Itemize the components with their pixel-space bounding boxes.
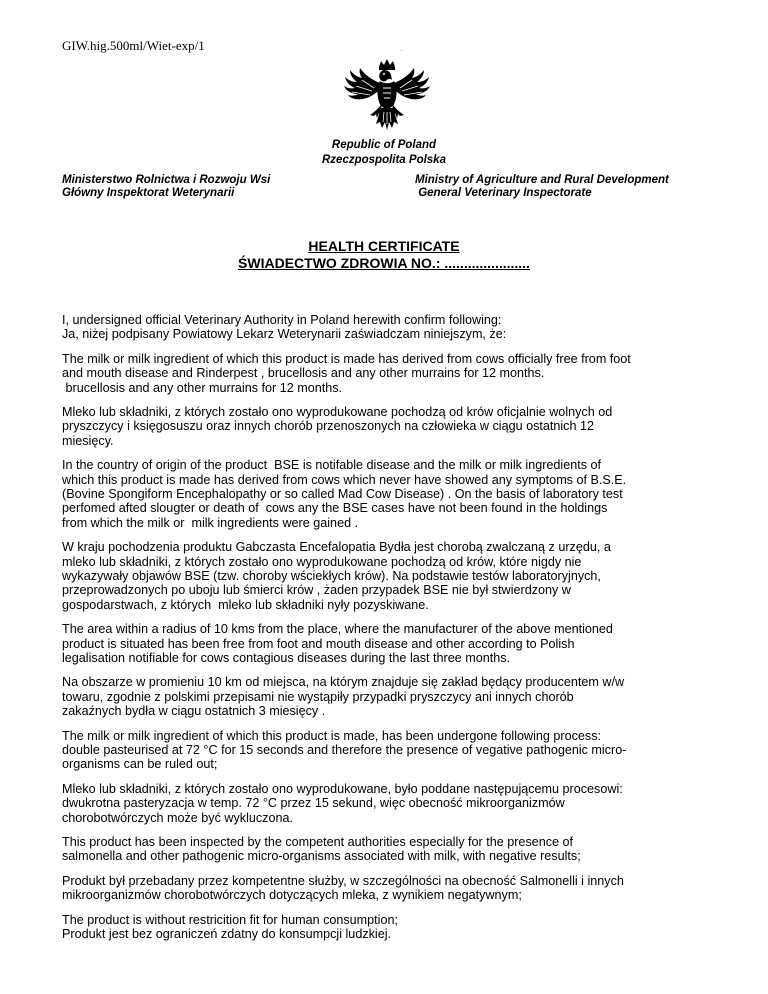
text-line: towaru, zgodnie z polskimi przepisami nie wystąpiły przypadki pryszczycy ani innych chorób [62,689,574,704]
polish-eagle-emblem-icon [340,58,434,138]
paragraph-fitness [62,913,722,942]
text-line: and mouth disease and Rinderpest , brucellosis and any other murrains for 12 months. [62,366,545,381]
text-line: organisms can be ruled out; [62,757,218,772]
text-line: pryszczycy i księgosuszu oraz innych chorób przenoszonych na człowieka w ciągu ostatnich 12 [62,419,594,434]
ministry-polish-line: Ministerstwo Rolnictwa i Rozwoju Wsi [62,174,271,186]
ministry-english-line: Ministry of Agriculture and Rural Development [415,174,669,186]
text-line: This product has been inspected by the competent authorities especially for the presence of [62,835,574,849]
inspectorate-polish-line: Główny Inspektorat Weterynarii [62,187,235,199]
certificate-title-polish: ŚWIADECTWO ZDROWIA NO.: ...................... [238,255,530,271]
paragraph-milk-origin-en [62,352,722,395]
document-reference: GIW.hig.500ml/Wiet-exp/1 [62,38,205,53]
certificate-title-english: HEALTH CERTIFICATE [308,238,460,254]
ministry-english [415,174,669,200]
paragraph-milk-origin-pl [62,405,722,448]
text-line: Produkt jest bez ograniczeń zdatny do konsumpcji ludzkiej. [62,927,392,941]
text-line: The area within a radius of 10 kms from the place, where the manufacturer of the above mentioned [62,622,613,637]
paragraph-confirmation [62,313,722,342]
text-line: chorobotwórczych może być wykluczona. [62,810,293,825]
text-line: perfomed afted slougter or death of cows any the BSE cases have not been found in the holdings [62,501,608,516]
text-line: miesięcy. [62,433,114,448]
header-dot: · [400,46,403,55]
text-line: wykazywały objawów BSE (tzw. choroby wściekłych krów). Na podstawie testów laboratoryjnych, [62,569,601,583]
text-line: The milk or milk ingredient of which this product is made has derived from cows officially free from foot [62,351,631,366]
text-line: przeprowadzonych po uboju lub śmierci krów , żaden przypadek BSE nie był stwierdzony w [62,583,571,598]
text-line: Mleko lub składniki, z których zostało ono wyprodukowane pochodzą od krów oficjalnie wolnych od [62,405,613,419]
text-line: mleko lub składniki, z których zostało ono wyprodukowane pochodzą od krów, które nigdy nie [62,554,582,569]
text-line: I, undersigned official Veterinary Authority in Poland herewith confirm following: [62,313,502,327]
text-line: gospodarstwach, z których mleko lub składniki nyły pozyskiwane. [62,597,429,612]
text-line: W kraju pochodzenia produktu Gabczasta Encefalopatia Bydła jest chorobą zwalczaną z urzędu, a [62,540,611,555]
text-line: The product is without restricition fit for human consumption; [62,912,398,927]
text-line: The milk or milk ingredient of which this product is made, has been undergone following process: [62,728,602,743]
country-name-english: Republic of Poland [331,139,437,151]
inspectorate-english-line: General Veterinary Inspectorate [415,187,592,199]
paragraph-bse-pl [62,540,722,612]
paragraph-area-en [62,622,722,665]
text-line: product is situated has been free from foot and mouth disease and other according to Polish [62,636,575,651]
paragraph-inspection-en [62,835,722,864]
text-line: which this product is made has derived from cows which never have showed any symptoms of B.S.E. [62,472,627,487]
text-line: In the country of origin of the product BSE is notifable disease and the milk or milk ingredients of [62,458,602,473]
paragraph-inspection-pl [62,874,722,903]
paragraph-process-en [62,729,722,772]
text-line: (Bovine Spongiform Encephalopathy or so called Mad Cow Disease) . On the basis of laboratory test [62,487,623,501]
text-line: Na obszarze w promieniu 10 km od miejsca, na którym znajduje się zakład będący producentem w/w [62,675,625,690]
paragraph-area-pl [62,675,722,718]
country-name-polish: Rzeczpospolita Polska [322,154,446,166]
ministry-polish [62,174,270,200]
text-line: legalisation notifiable for cows contagious diseases during the last three months. [62,651,511,665]
text-line: Ja, niżej podpisany Powiatowy Lekarz Weterynarii zaświadczam niniejszym, że: [62,327,507,342]
paragraph-bse-en [62,458,722,530]
text-line: double pasteurised at 72 °C for 15 seconds and therefore the presence of vegative pathogenic micro- [62,743,627,757]
text-line: brucellosis and any other murrains for 12 months. [62,380,342,395]
text-line: salmonella and other pathogenic micro-organisms associated with milk, with negative results; [62,849,581,864]
text-line: dwukrotna pasteryzacja w temp. 72 °C przez 15 sekund, więc obecność mikroorganizmów [62,796,565,811]
text-line: Mleko lub składniki, z których zostało ono wyprodukowane, było poddane następującemu procesowi: [62,781,623,796]
text-line: zakaźnych bydła w ciągu ostatnich 3 miesięcy . [62,704,326,719]
paragraph-process-pl [62,782,722,825]
text-line: Produkt był przebadany przez kompetentne służby, w szczególności na obecność Salmonelli i innych [62,873,624,888]
text-line: mikroorganizmów chorobotwórczych dotyczących mleka, z wynikiem negatywnym; [62,888,522,903]
text-line: from which the milk or milk ingredients were gained . [62,515,359,530]
